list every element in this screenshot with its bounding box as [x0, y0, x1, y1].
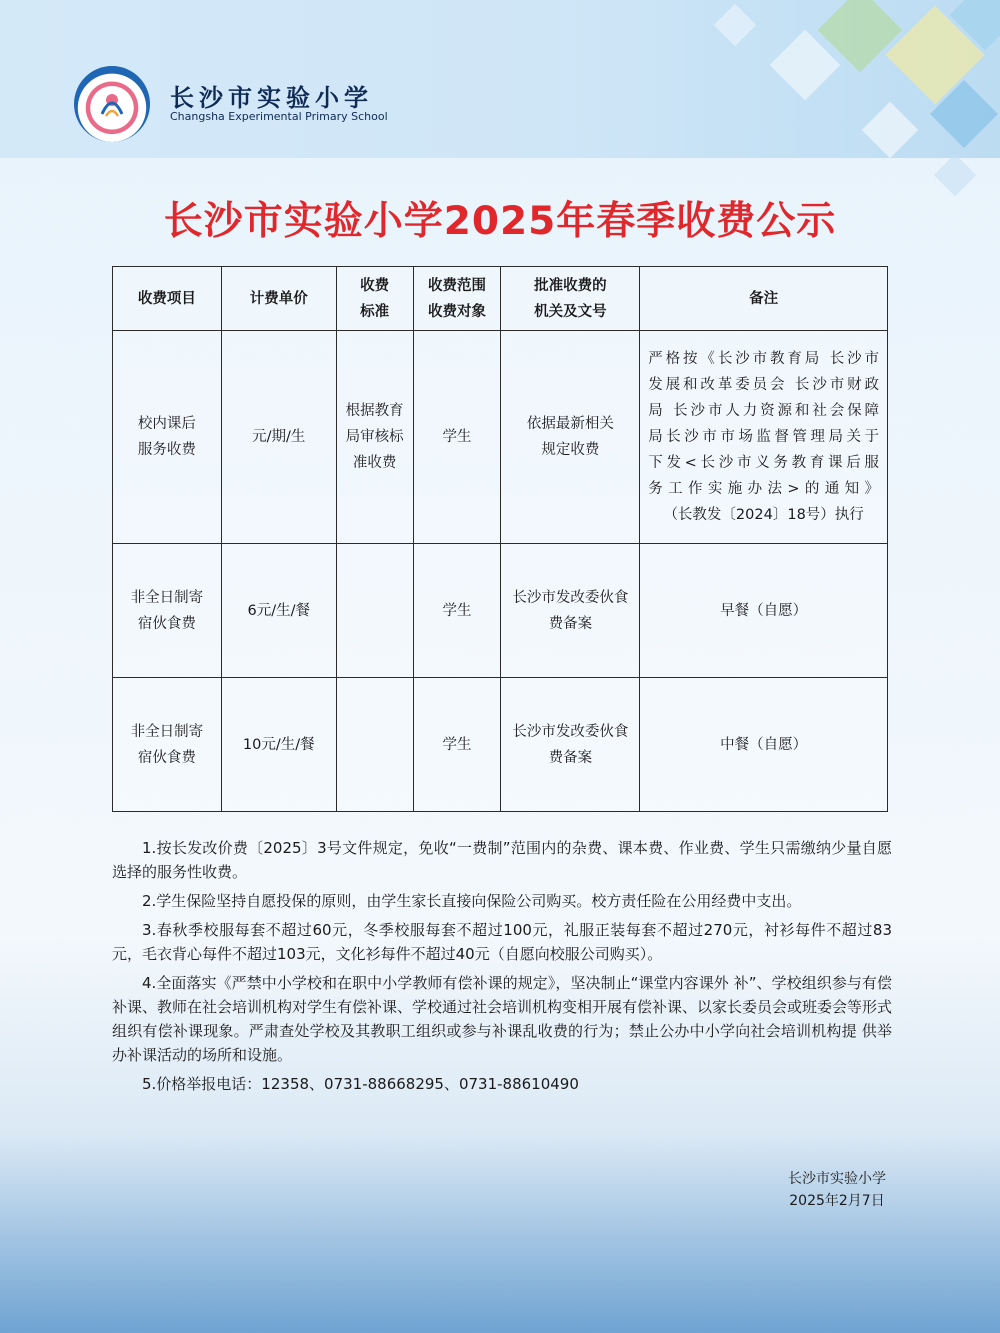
cell-text: 长沙市发改委伙食 [512, 589, 629, 606]
cell-text: 宿伙食费 [137, 615, 196, 632]
table-cell-item [113, 678, 222, 812]
table-header-cell [413, 267, 501, 331]
table-cell-scope [413, 544, 501, 678]
cell-text: 校内课后 [137, 416, 196, 432]
table-cell-authority [501, 544, 640, 678]
fee-table [112, 266, 888, 812]
header-text: 计费单价 [249, 290, 308, 307]
cell-text: 务工作实施办法>的通知》 [648, 481, 879, 497]
table-cell-unit [221, 678, 336, 812]
cell-text: 10元/生/餐 [242, 736, 315, 753]
cell-text: 宿伙食费 [137, 749, 196, 766]
signature-date: 2025年2月7日 [789, 1193, 885, 1209]
table-cell-note [640, 678, 888, 812]
cell-text: 根据教育 [345, 403, 404, 419]
cell-text: 长沙市发改委伙食 [512, 723, 629, 740]
cell-text: 下发<长沙市义务教育课后服 [648, 455, 879, 471]
signature-org: 长沙市实验小学 [788, 1171, 886, 1187]
header-text: 收费项目 [137, 290, 196, 307]
note-paragraph: 4.全面落实《严禁中小学校和在职中小学教师有偿补课的规定》，坚决制止“课堂内容课外 补”、学校组织参与有偿补课、教师在社会培训机构对学生有偿补课、学校通过社会培训机构变相开展有偿补课、以家长委员会或班委会等形式组织有偿补课现象。严肃查处学校及其教职工组织或参与补课乱收费的行为；禁止公办中小学向社会培训机构提 供举办补课活动的场所和设施。 [112, 974, 893, 1064]
header-text: 收费范围 [428, 277, 487, 294]
cell-text: 早餐（自愿） [720, 602, 808, 619]
table-cell-standard [336, 331, 413, 544]
header-text: 收费 [360, 277, 390, 294]
table-cell-standard [336, 678, 413, 812]
cell-text: 元/期/生 [252, 429, 306, 445]
cell-text: 非全日制寄 [130, 723, 204, 740]
table-cell-item [113, 331, 222, 544]
cell-text: 非全日制寄 [130, 589, 204, 606]
cell-text: 局长沙市市场监督管理局关于 [648, 429, 879, 445]
cell-text: 规定收费 [541, 442, 600, 458]
cell-text: 6元/生/餐 [247, 602, 311, 619]
cell-text: 服务收费 [137, 442, 196, 458]
table-cell-scope [413, 678, 501, 812]
table-cell-unit [221, 331, 336, 544]
table-header-cell [113, 267, 222, 331]
logo-emblem-icon [96, 86, 128, 120]
school-logo [74, 66, 150, 142]
table-row [113, 678, 888, 812]
table-cell-note [640, 331, 888, 544]
school-name-cn: 长沙市实验小学 [170, 84, 373, 112]
cell-text: 依据最新相关 [526, 416, 614, 432]
cell-text: 学生 [442, 736, 472, 753]
table-cell-item [113, 544, 222, 678]
table-header-cell [501, 267, 640, 331]
table-cell-scope [413, 331, 501, 544]
table-cell-authority [501, 678, 640, 812]
cell-text: 严格按《长沙市教育局 长沙市 [648, 351, 879, 367]
table-row [113, 544, 888, 678]
table-header-cell [336, 267, 413, 331]
table-row [113, 331, 888, 544]
cell-text: 学生 [442, 602, 472, 619]
note-paragraph: 3.春秋季校服每套不超过60元，冬季校服每套不超过100元，礼服正装每套不超过270元，衬衫每件不超过83元，毛衣背心每件不超过103元，文化衫每件不超过40元（自愿向校服公司购买）。 [112, 921, 892, 963]
cell-text: 局 长沙市人力资源和社会保障 [648, 403, 879, 419]
cell-text: 中餐（自愿） [720, 736, 808, 753]
table-cell-authority [501, 331, 640, 544]
school-name-en: Changsha Experimental Primary School [170, 110, 388, 123]
note-paragraph: 2.学生保险坚持自愿投保的原则，由学生家长直接向保险公司购买。校方责任险在公用经费中支出。 [142, 892, 802, 910]
header-text: 收费对象 [428, 303, 487, 320]
notes-section [112, 836, 892, 1101]
cell-text: 发展和改革委员会 长沙市财政 [648, 377, 879, 393]
table-header-cell [640, 267, 888, 331]
signature-block [772, 1168, 902, 1212]
cell-text: 学生 [442, 429, 472, 445]
cell-text: 费备案 [548, 749, 593, 766]
cell-text: （长教发〔2024〕18号）执行 [663, 507, 864, 523]
note-paragraph: 5.价格举报电话：12358、0731-88668295、0731-88610490 [142, 1075, 579, 1093]
header-text: 备注 [749, 290, 779, 307]
cell-text: 费备案 [548, 615, 593, 632]
table-header-row [113, 267, 888, 331]
header-text: 标准 [360, 303, 390, 320]
header-text: 批准收费的 [534, 277, 607, 294]
cell-text: 准收费 [352, 455, 397, 471]
header-text: 机关及文号 [534, 303, 607, 320]
table-cell-standard [336, 544, 413, 678]
note-paragraph: 1.按长发改价费〔2025〕3号文件规定，免收“一费制”范围内的杂费、课本费、作业费、学生只需缴纳少量自愿选择的服务性收费。 [112, 839, 892, 881]
table-header-cell [221, 267, 336, 331]
page-title: 长沙市实验小学2025年春季收费公示 [163, 199, 837, 244]
table-cell-note [640, 544, 888, 678]
table-cell-unit [221, 544, 336, 678]
cell-text: 局审核标 [345, 429, 404, 445]
